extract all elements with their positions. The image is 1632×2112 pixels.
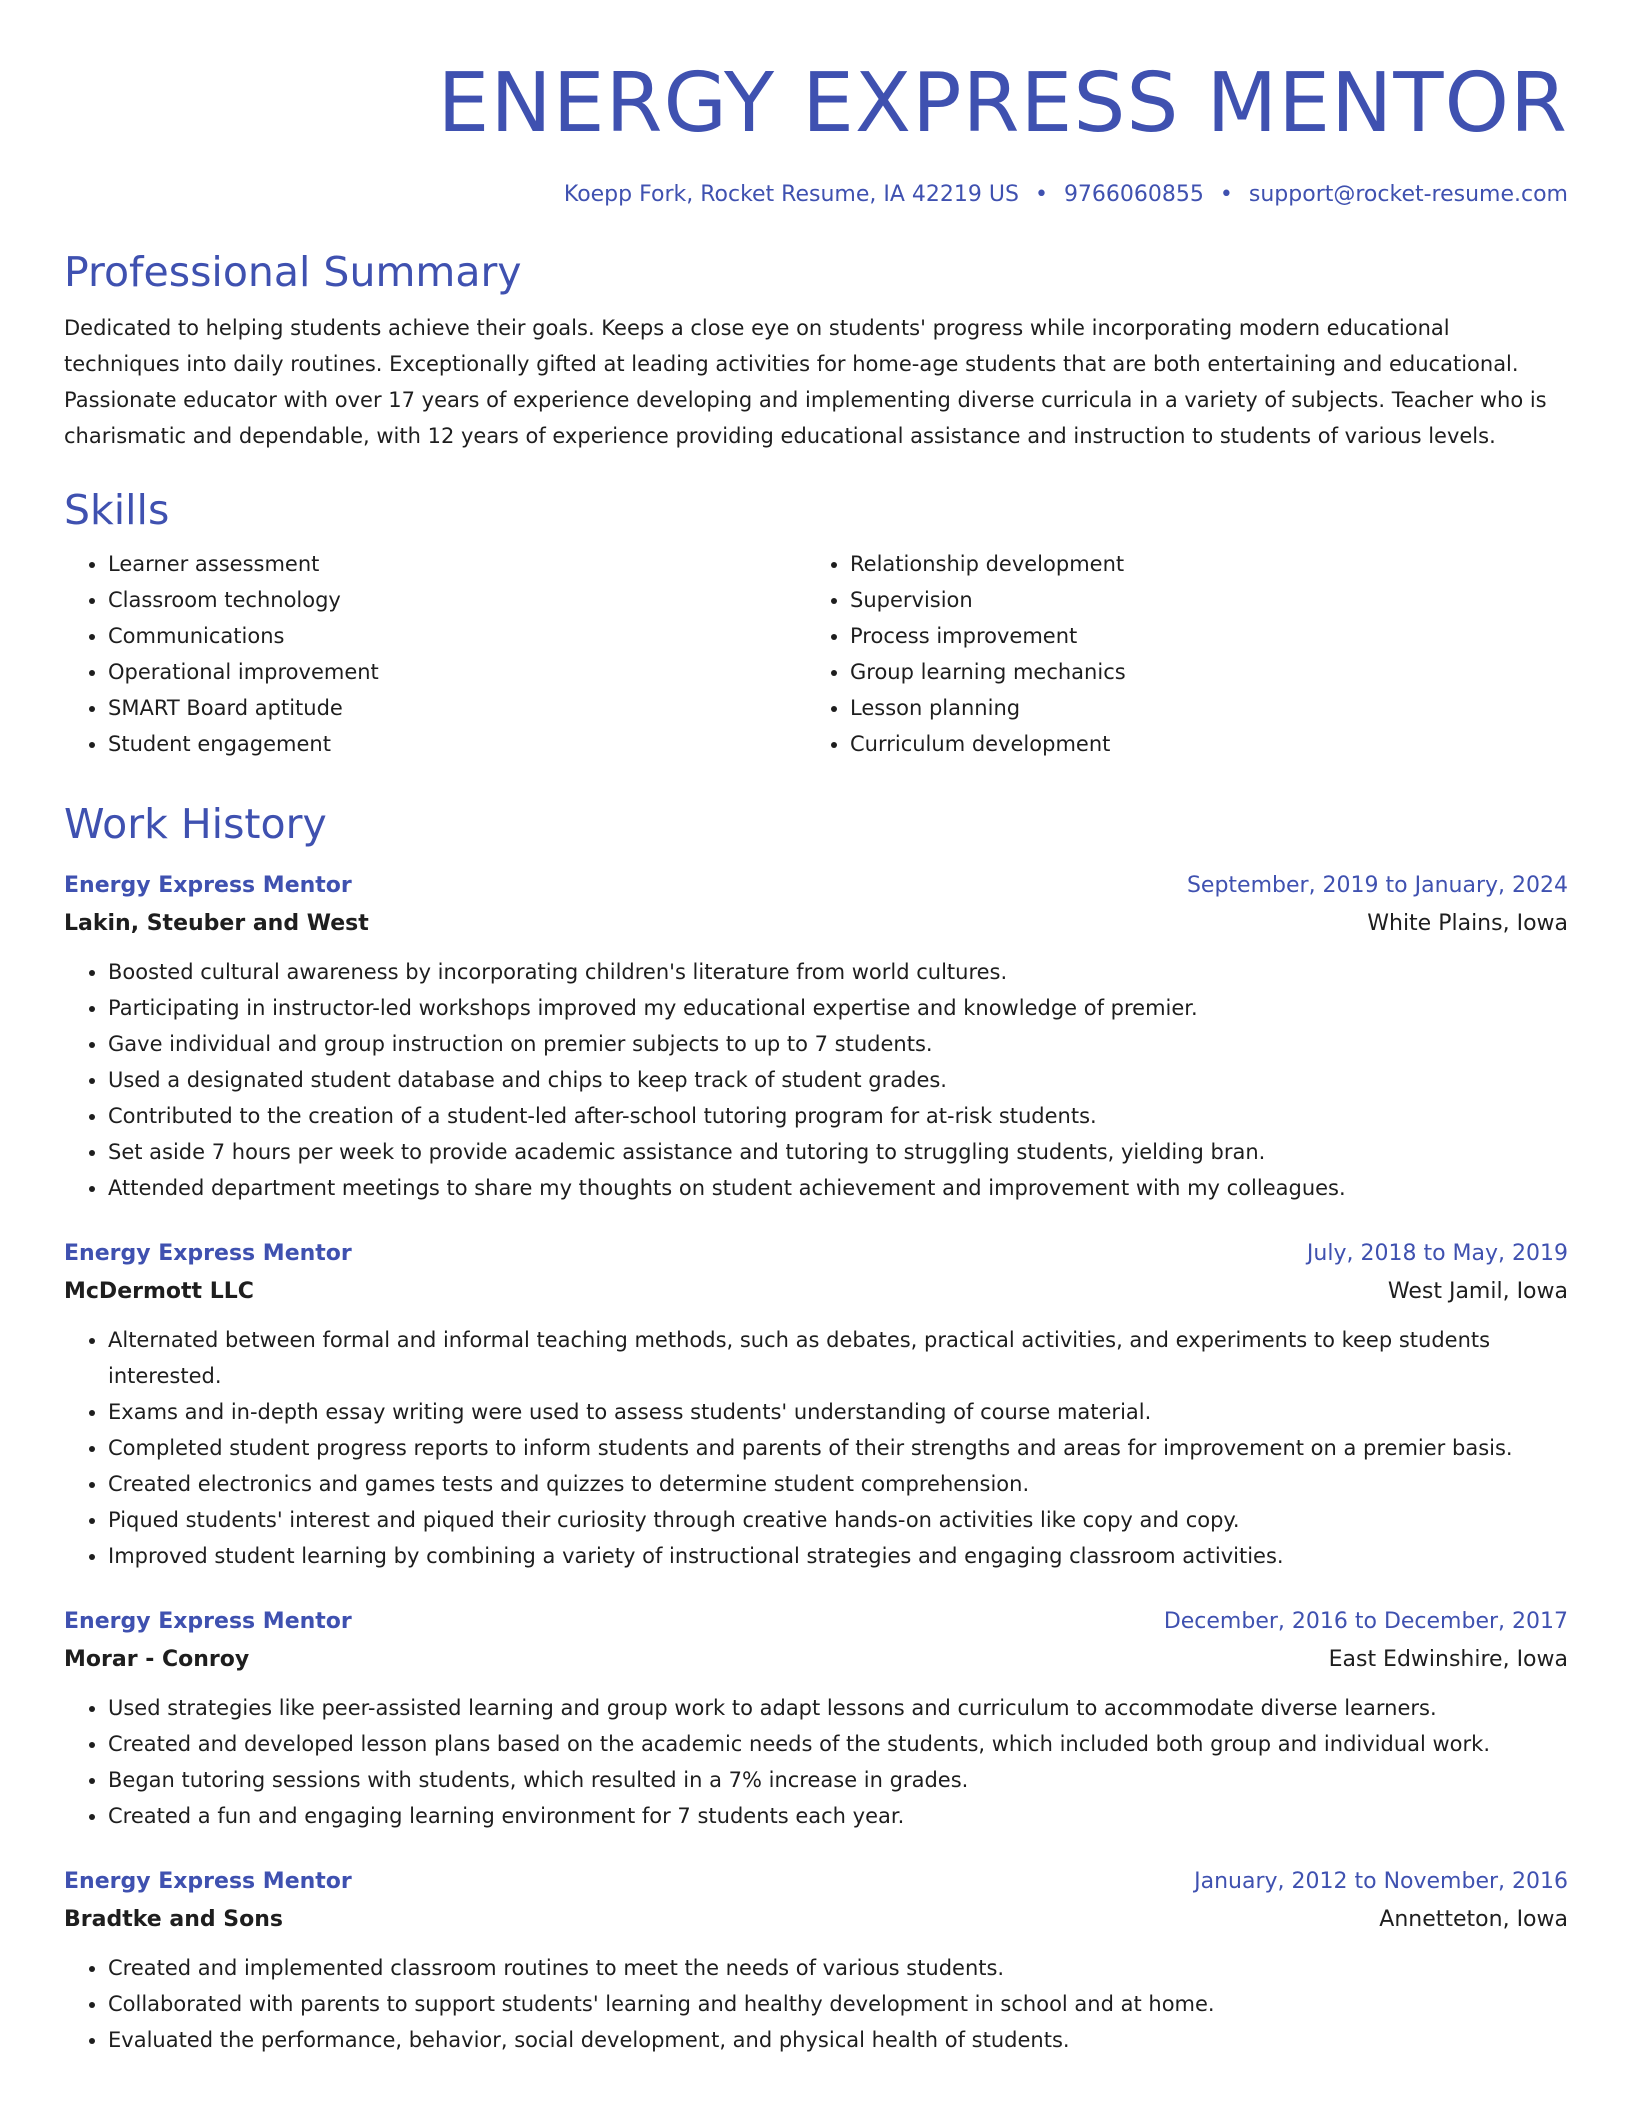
job-location: White Plains, Iowa: [1367, 911, 1568, 936]
skill-item: • Process improvement: [850, 618, 1568, 654]
job-bullet: • Contributed to the creation of a student-led after-school tutoring program for at-risk students.: [108, 1098, 1568, 1134]
resume-header: [64, 0, 1568, 210]
job-bullet: • Completed student progress reports to inform students and parents of their strengths and areas for improvement on a premier basis.: [108, 1430, 1568, 1466]
job-bullet: • Piqued students' interest and piqued their curiosity through creative hands-on activities like copy and copy.: [108, 1502, 1568, 1538]
job-bullet: • Improved student learning by combining a variety of instructional strategies and engaging classroom activities.: [108, 1538, 1568, 1574]
contact-address: Koepp Fork, Rocket Resume, IA 42219 US: [563, 182, 1019, 207]
work-history-heading: Work History: [64, 800, 327, 848]
job-bullet: • Boosted cultural awareness by incorporating children's literature from world cultures.: [108, 954, 1568, 990]
job-dates: July, 2018 to May, 2019: [1306, 1241, 1568, 1266]
job-bullet: • Set aside 7 hours per week to provide academic assistance and tutoring to struggling students, yielding bran.: [108, 1134, 1568, 1170]
job-company: McDermott LLC: [64, 1279, 254, 1304]
skill-item: • SMART Board aptitude: [108, 690, 806, 726]
job-bullet: • Began tutoring sessions with students, which resulted in a 7% increase in grades.: [108, 1762, 1568, 1798]
job-dates: December, 2016 to December, 2017: [1163, 1609, 1568, 1634]
job-bullets: [64, 1950, 1568, 2058]
candidate-name: ENERGY EXPRESS MENTOR: [437, 56, 1568, 151]
resume-page: [64, 0, 1568, 2058]
job-bullets: [64, 1690, 1568, 1834]
job-company: Morar - Conroy: [64, 1647, 250, 1672]
skill-item: • Classroom technology: [108, 582, 806, 618]
skills-list: [64, 546, 1568, 762]
skills-heading: Skills: [64, 486, 170, 534]
job-bullet: • Alternated between formal and informal teaching methods, such as debates, practical activities, and experiments to keep students interested.: [108, 1322, 1568, 1394]
job-dates: January, 2012 to November, 2016: [1194, 1869, 1568, 1894]
job-dates: September, 2019 to January, 2024: [1186, 873, 1568, 898]
job-location: Annetteton, Iowa: [1379, 1907, 1568, 1932]
summary-text: Dedicated to helping students achieve their goals. Keeps a close eye on students' progress while incorporating modern educational techniques into daily routines. Exceptionally gifted at leading activities for home-age students that are both entertaining and educational. Passionate educator with over 17 years of experience developing and implementing diverse curricula in a variety of subjects. Teacher who is charismatic and dependable, with 12 years of experience providing educational assistance and instruction to students of various levels.: [64, 316, 1547, 448]
job-title: Energy Express Mentor: [64, 873, 352, 898]
skill-item: • Curriculum development: [850, 726, 1568, 762]
job-bullets: [64, 1322, 1568, 1574]
job-entry: [64, 1236, 1568, 1574]
skills-column-right: [806, 546, 1568, 762]
skill-item: • Supervision: [850, 582, 1568, 618]
skills-column-left: [64, 546, 806, 762]
contact-phone: 9766060855: [1063, 182, 1204, 207]
job-title: Energy Express Mentor: [64, 1869, 352, 1894]
skill-item: • Group learning mechanics: [850, 654, 1568, 690]
job-bullets: [64, 954, 1568, 1206]
skill-item: • Learner assessment: [108, 546, 806, 582]
job-title: Energy Express Mentor: [64, 1241, 352, 1266]
job-bullet: • Used strategies like peer-assisted learning and group work to adapt lessons and curriculum to accommodate diverse learners.: [108, 1690, 1568, 1726]
job-entry: [64, 868, 1568, 1206]
job-bullet: • Attended department meetings to share my thoughts on student achievement and improvement with my colleagues.: [108, 1170, 1568, 1206]
contact-line: [64, 180, 1568, 210]
job-bullet: • Created and developed lesson plans based on the academic needs of the students, which included both group and individual work.: [108, 1726, 1568, 1762]
job-title: Energy Express Mentor: [64, 1609, 352, 1634]
job-bullet: • Created and implemented classroom routines to meet the needs of various students.: [108, 1950, 1568, 1986]
summary-heading: Professional Summary: [64, 248, 522, 296]
job-company: Bradtke and Sons: [64, 1907, 283, 1932]
skill-item: • Student engagement: [108, 726, 806, 762]
skill-item: • Relationship development: [850, 546, 1568, 582]
job-location: East Edwinshire, Iowa: [1328, 1647, 1568, 1672]
job-bullet: • Participating in instructor-led workshops improved my educational expertise and knowledge of premier.: [108, 990, 1568, 1026]
job-entry: [64, 1604, 1568, 1834]
job-location: West Jamil, Iowa: [1387, 1279, 1568, 1304]
job-bullet: • Gave individual and group instruction on premier subjects to up to 7 students.: [108, 1026, 1568, 1062]
contact-separator: •: [1219, 182, 1233, 207]
job-bullet: • Used a designated student database and chips to keep track of student grades.: [108, 1062, 1568, 1098]
skill-item: • Communications: [108, 618, 806, 654]
job-bullet: • Created a fun and engaging learning environment for 7 students each year.: [108, 1798, 1568, 1834]
job-bullet: • Created electronics and games tests and quizzes to determine student comprehension.: [108, 1466, 1568, 1502]
contact-separator: •: [1034, 182, 1048, 207]
contact-email[interactable]: support@rocket-resume.com: [1248, 182, 1568, 207]
job-company: Lakin, Steuber and West: [64, 911, 369, 936]
job-bullet: • Evaluated the performance, behavior, social development, and physical health of students.: [108, 2022, 1568, 2058]
job-entry: [64, 1864, 1568, 2058]
job-bullet: • Exams and in-depth essay writing were used to assess students' understanding of course material.: [108, 1394, 1568, 1430]
skill-item: • Lesson planning: [850, 690, 1568, 726]
skill-item: • Operational improvement: [108, 654, 806, 690]
job-bullet: • Collaborated with parents to support students' learning and healthy development in school and at home.: [108, 1986, 1568, 2022]
